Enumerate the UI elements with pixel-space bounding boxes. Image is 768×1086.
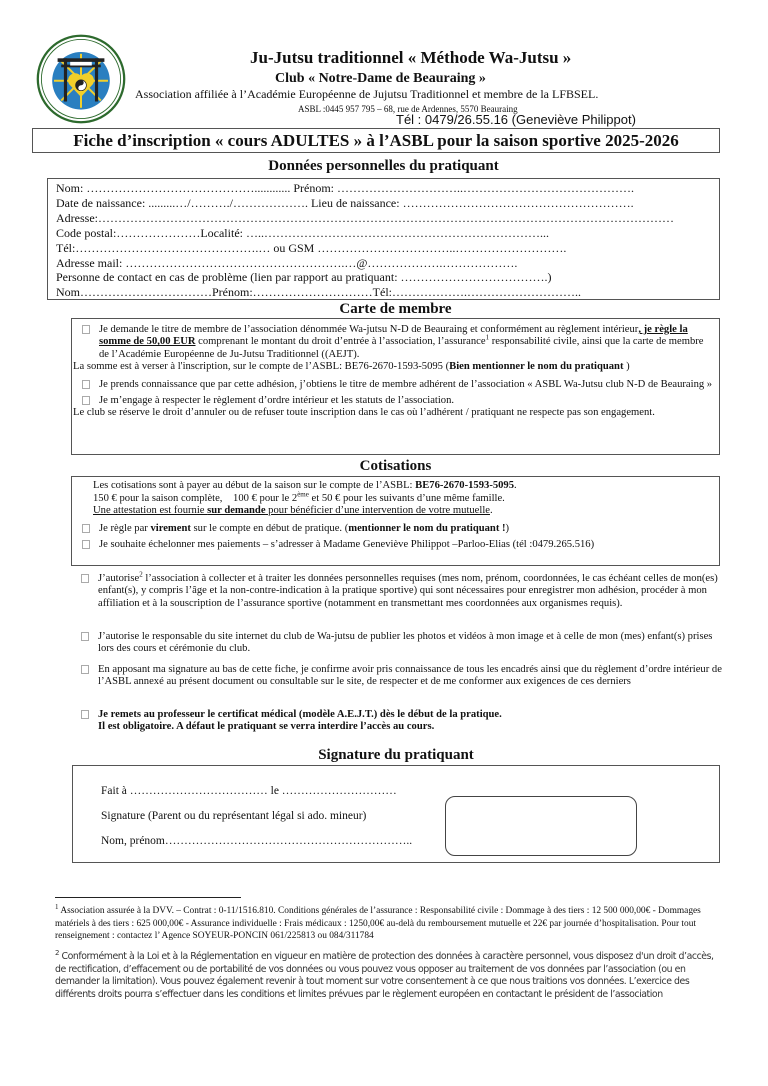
signature-box	[72, 765, 720, 863]
field-date-lieu-naissance[interactable]: Date de naissance: .........…/………./………………. Lieu de naissance: ………………………………………………….	[56, 195, 634, 210]
header-affiliation: Association affiliée à l’Académie Européenne de Jujutsu Traditionnel et membre de la LFBSEL.	[135, 87, 599, 101]
field-contact-nom-prenom-tel[interactable]: Nom……………………………Prénom:…………………………Tél:……………….………………………..	[56, 285, 581, 300]
footnote-divider	[55, 897, 241, 898]
header-line-1: Ju-Jutsu traditionnel « Méthode Wa-Jutsu »	[250, 48, 572, 67]
field-nom-prenom-signataire[interactable]: Nom, prénom………………………………………………………..	[101, 835, 413, 847]
checkbox[interactable]	[82, 380, 90, 389]
consent-photos: J’autorise le responsable du site internet du club de Wa-jutsu de publier les photos et vidéos à mon image et à celle de mon (mes) enfant(s) prises lors des cours et cérémonie du club.	[77, 631, 722, 660]
signature-area[interactable]	[445, 796, 637, 856]
checkbox[interactable]	[81, 665, 89, 674]
carte-item-adhesion: Je prends connaissance que par cette adhésion, j’obtiens le titre de membre adhérent de l’association « ASBL Wa-Jutsu club N-D de Beauraing »	[78, 379, 713, 391]
checkbox[interactable]	[82, 524, 90, 533]
checkbox[interactable]	[81, 574, 89, 583]
field-contact-lien[interactable]: Personne de contact en cas de problème (lien par rapport au pratiquant: ……………………………….)	[56, 270, 552, 285]
club-logo	[36, 34, 126, 124]
field-nom-prenom[interactable]: Nom: ……………………………………............ Prénom: …………………………..…………………………………….	[56, 181, 634, 195]
checkbox[interactable]	[81, 632, 89, 641]
checkbox[interactable]	[82, 325, 90, 334]
field-fait-a-le[interactable]: Fait à ……………………………… le …………………………	[101, 785, 397, 797]
carte-club-note: Le club se réserve le droit d’annuler ou de refuser toute inscription dans le cas où l’adhérent / pratiquant ne respecte pas son engagement.	[73, 407, 655, 419]
footnote-2: $^2$ Conformément à la Loi et à la Réglementation en vigueur en matière de protection des données à caractère personnel, vous disposez d'un droit d’accès, de rectification, d’effacement ou de portabilité de vos données ou vous pouvez vous opposer au traitement de vos données par l’association (ou en demander la limitation). Vous pouvez également revenir à tout moment sur votre consentement à ce que nous traitions vos données. L’exercice des différents droits pourra s’effectuer dans les conditions et limites prévues par le règlement européen en contactant le président de l’association	[55, 948, 714, 1000]
personal-data-box	[47, 178, 720, 300]
section-title-personal: Données personnelles du pratiquant	[268, 158, 499, 174]
carte-payment-note: La somme est à verser à l'inscription, sur le compte de l’ASBL: BE76-2670-1593-5095 (Bien mentionner le nom du pratiquant )	[73, 361, 630, 373]
carte-item-reglement: Je m’engage à respecter le règlement d’ordre intérieur et les statuts de l’association.	[78, 395, 713, 407]
consent-signature-acknowledgement: En apposant ma signature au bas de cette fiche, je confirme avoir pris connaissance de tous les encadrés ainsi que du règlement d’ordre intérieur de l’ASBL annexé au présent document ou consultable sur le site, de respecter et de me conformer aux exigences de ces derniers	[77, 664, 722, 693]
carte-item-membership: Je demande le titre de membre de l’association dénommée Wa-jutsu N-D de Beauraing et conformément au règlement intérieur, je règle la somme de 50,00 EUR comprenant le montant du droit d’entrée à l’association, l’assurance$^1$ responsabilité civile, ainsi que la carte de membre de l’Académie Européenne de Ju-Jutsu Traditionnel ((AEJT).	[78, 324, 713, 361]
header-address: ASBL :0445 957 795 – 68, rue de Ardennes, 5570 Beauraing	[298, 104, 518, 114]
header-phone: Tél : 0479/26.55.16 (Geneviève Philippot)	[396, 112, 636, 127]
field-adresse[interactable]: Adresse:………………………………………………………………………………………………………………………………	[56, 210, 674, 225]
cotisations-line-3: Une attestation est fournie sur demande pour bénéficier d’une intervention de votre mutuelle.	[93, 505, 493, 517]
signature-label: Signature (Parent ou du représentant légal si ado. mineur)	[101, 810, 367, 822]
field-adresse-mail[interactable]: Adresse mail: ……………………………………………….…@……………….……………….	[56, 255, 518, 270]
cotisations-box	[71, 476, 720, 566]
checkbox[interactable]	[82, 540, 90, 549]
carte-membre-box	[71, 318, 720, 455]
section-title-cotisations: Cotisations	[359, 458, 432, 474]
field-code-postal-localite[interactable]: Code postal:…………………Localité: …..……………………………………………………………...	[56, 225, 549, 240]
cotisations-line-1: Les cotisations sont à payer au début de la saison sur le compte de l’ASBL: BE76-2670-1593-5095.	[93, 480, 517, 491]
cotisations-item-echelonner: Je souhaite échelonner mes paiements – s’adresser à Madame Geneviève Philippot –Parloo-Elias (tél :0479.265.516)	[78, 539, 713, 552]
section-title-signature: Signature du pratiquant	[318, 747, 474, 763]
footnote-1: $^1$ Association assurée à la DVV. – Contrat : 0-11/1516.810. Conditions générales de l’assurance : Responsabilité civile : Dommage à des tiers : 12 500 000,00€ - Dommages matériels à des tiers : 625 000,00€ - Assurance individuelle : Frais médicaux : 1250,00€ au-delà du remboursement mutuelle et 22€ par journée d’hospitalisation. Pour tout renseignement : contactez l’ Agence SOYEUR-PONCIN 061/225813 ou 084/311784	[55, 902, 701, 942]
form-title: Fiche d’inscription « cours ADULTES » à l’ASBL pour la saison sportive 2025-2026	[32, 128, 720, 153]
header-club-name: Club « Notre-Dame de Beauraing »	[275, 71, 486, 86]
field-tel-gsm[interactable]: Tél:……………………………………….… ou GSM ……………………………..……………………….	[56, 240, 567, 255]
checkbox[interactable]	[82, 396, 90, 405]
cotisations-line-2: 150 € pour la saison complète, 100 € pour le 2ème et 50 € pour les suivants d’une même famille.	[93, 490, 505, 504]
cotisations-item-virement: Je règle par virement sur le compte en début de pratique. (mentionner le nom du pratiquant !)	[78, 523, 713, 536]
section-title-carte: Carte de membre	[339, 301, 452, 317]
consent-data-processing: J’autorise$^2$ l’association à collecter et à traiter les données personnelles requises (mes nom, prénom, coordonnées, le cas échéant celles de mon(es) enfant(s), y compris l’âge et la non-contre-indication à la pratique sportive) qui sont nécessaires pour enregistrer mon adhésion, procéder à mon affiliation et à la souscription de l’assurance sportive (notamment en transmettant mes coordonnées aux organismes requis).	[77, 573, 722, 614]
consent-medical-certificate: Je remets au professeur le certificat médical (modèle A.E.J.T.) dès le début de la pratique. Il est obligatoire. A défaut le pratiquant se verra interdire l’accès au cours.	[77, 709, 722, 738]
checkbox[interactable]	[81, 710, 89, 719]
